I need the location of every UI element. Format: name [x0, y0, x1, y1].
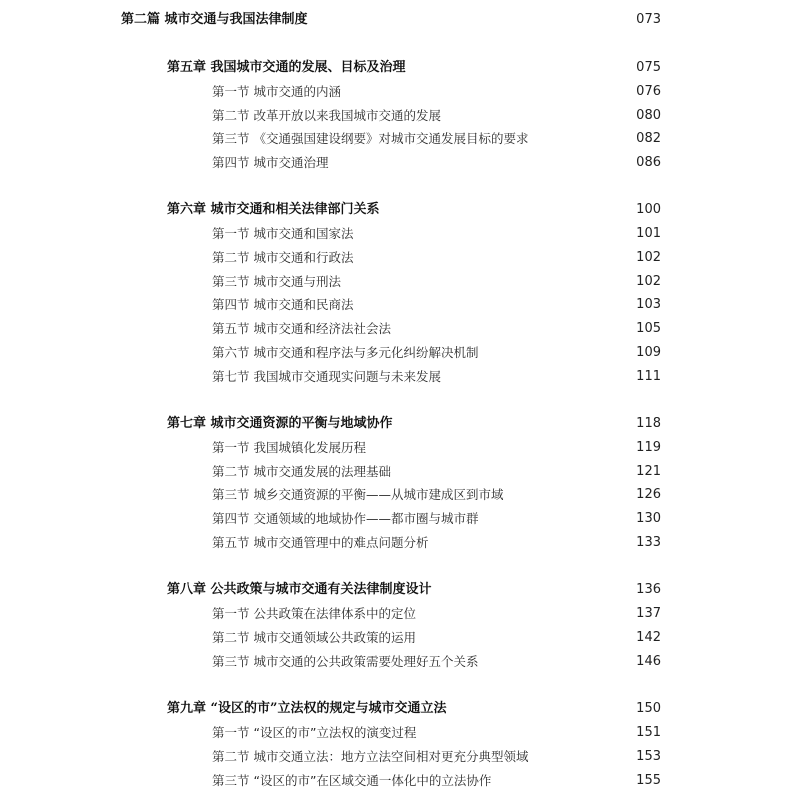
section-page: 126 — [636, 487, 661, 502]
section-title: 第四节 交通领域的地域协作——都市圈与城市群 — [212, 511, 479, 526]
chapter-title: 第五章 我国城市交通的发展、目标及治理 — [167, 60, 406, 75]
section-entry — [0, 437, 800, 459]
section-entry — [0, 223, 800, 245]
section-page: 076 — [636, 84, 661, 99]
chapter-page: 100 — [636, 202, 661, 217]
section-page: 137 — [636, 606, 661, 621]
section-entry — [0, 484, 800, 506]
section-page: 153 — [636, 749, 661, 764]
section-entry — [0, 247, 800, 269]
chapter-entry — [0, 579, 800, 601]
section-entry — [0, 366, 800, 388]
section-entry — [0, 105, 800, 127]
part-entry — [0, 9, 800, 31]
section-page: 105 — [636, 321, 661, 336]
section-entry — [0, 461, 800, 483]
part-title: 第二篇 城市交通与我国法律制度 — [121, 12, 308, 27]
section-page: 082 — [636, 131, 661, 146]
section-page: 151 — [636, 725, 661, 740]
section-title: 第四节 城市交通治理 — [212, 155, 329, 170]
chapter-title: 第八章 公共政策与城市交通有关法律制度设计 — [167, 582, 432, 597]
section-title: 第一节 公共政策在法律体系中的定位 — [212, 606, 416, 621]
chapter-page: 118 — [636, 416, 661, 431]
section-entry — [0, 651, 800, 673]
section-page: 133 — [636, 535, 661, 550]
section-title: 第二节 改革开放以来我国城市交通的发展 — [212, 108, 441, 123]
section-title: 第一节 城市交通和国家法 — [212, 226, 354, 241]
section-title: 第三节 《交通强国建设纲要》对城市交通发展目标的要求 — [212, 131, 529, 146]
section-title: 第二节 城市交通立法：地方立法空间相对更充分典型领域 — [212, 749, 529, 764]
chapter-entry — [0, 199, 800, 221]
chapter-entry — [0, 698, 800, 720]
section-page: 080 — [636, 108, 661, 123]
section-page: 146 — [636, 654, 661, 669]
chapter-title: 第六章 城市交通和相关法律部门关系 — [167, 202, 380, 217]
section-page: 111 — [636, 369, 661, 384]
section-entry — [0, 128, 800, 150]
section-entry — [0, 318, 800, 340]
chapter-page: 136 — [636, 582, 661, 597]
section-title: 第三节 城乡交通资源的平衡——从城市建成区到市域 — [212, 487, 504, 502]
section-page: 102 — [636, 250, 661, 265]
section-page: 109 — [636, 345, 661, 360]
section-title: 第三节 “设区的市”在区域交通一体化中的立法协作 — [212, 773, 492, 788]
section-title: 第四节 城市交通和民商法 — [212, 297, 354, 312]
section-title: 第五节 城市交通和经济法社会法 — [212, 321, 391, 336]
section-title: 第七节 我国城市交通现实问题与未来发展 — [212, 369, 441, 384]
section-title: 第三节 城市交通与刑法 — [212, 274, 341, 289]
section-entry — [0, 770, 800, 792]
chapter-entry — [0, 413, 800, 435]
section-entry — [0, 627, 800, 649]
section-entry — [0, 603, 800, 625]
section-page: 130 — [636, 511, 661, 526]
section-title: 第二节 城市交通和行政法 — [212, 250, 354, 265]
section-page: 142 — [636, 630, 661, 645]
section-title: 第一节 “设区的市”立法权的演变过程 — [212, 725, 417, 740]
chapter-page: 075 — [636, 60, 661, 75]
chapter-title: 第七章 城市交通资源的平衡与地域协作 — [167, 416, 393, 431]
section-entry — [0, 532, 800, 554]
section-title: 第五节 城市交通管理中的难点问题分析 — [212, 535, 429, 550]
section-entry — [0, 508, 800, 530]
section-page: 119 — [636, 440, 661, 455]
section-title: 第一节 我国城镇化发展历程 — [212, 440, 366, 455]
section-title: 第六节 城市交通和程序法与多元化纠纷解决机制 — [212, 345, 479, 360]
part-page: 073 — [636, 12, 661, 27]
section-page: 155 — [636, 773, 661, 788]
section-entry — [0, 722, 800, 744]
section-entry — [0, 152, 800, 174]
chapter-entry — [0, 57, 800, 79]
section-page: 103 — [636, 297, 661, 312]
section-page: 121 — [636, 464, 661, 479]
chapter-page: 150 — [636, 701, 661, 716]
section-entry — [0, 81, 800, 103]
section-title: 第三节 城市交通的公共政策需要处理好五个关系 — [212, 654, 479, 669]
section-entry — [0, 342, 800, 364]
section-page: 101 — [636, 226, 661, 241]
section-title: 第一节 城市交通的内涵 — [212, 84, 341, 99]
section-entry — [0, 271, 800, 293]
section-page: 102 — [636, 274, 661, 289]
section-entry — [0, 746, 800, 768]
section-title: 第二节 城市交通发展的法理基础 — [212, 464, 391, 479]
section-entry — [0, 294, 800, 316]
section-title: 第二节 城市交通领域公共政策的运用 — [212, 630, 416, 645]
chapter-title: 第九章 “设区的市”立法权的规定与城市交通立法 — [167, 701, 447, 716]
section-page: 086 — [636, 155, 661, 170]
